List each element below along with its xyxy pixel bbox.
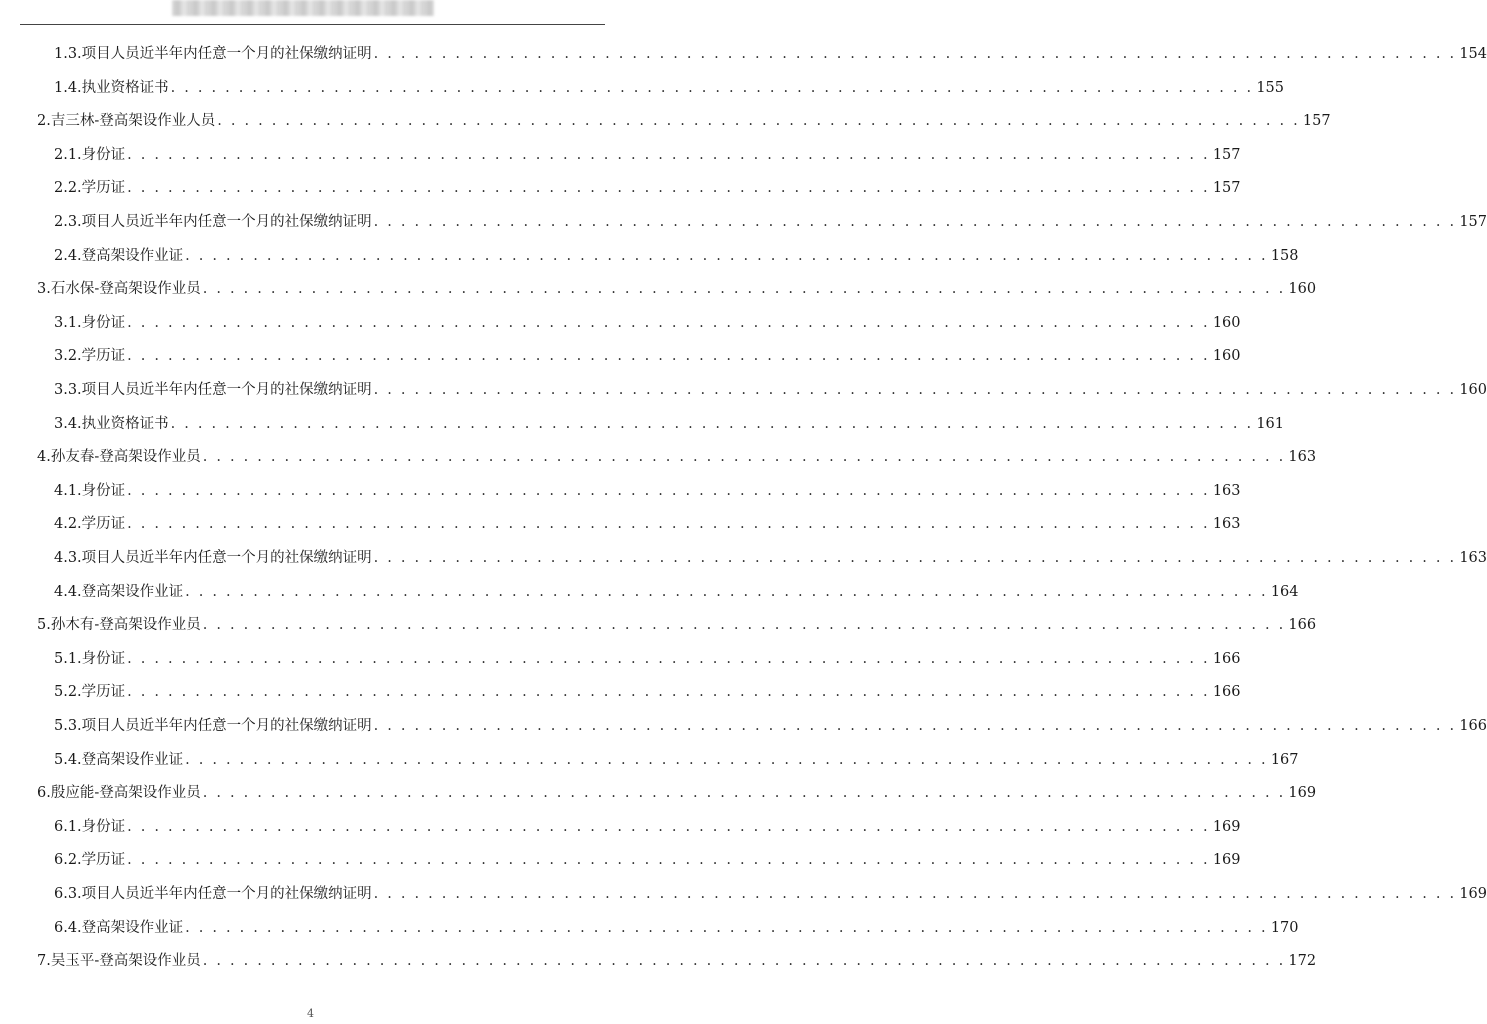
- toc-entry-page-number: 166: [1288, 617, 1317, 634]
- toc-entry-title: 2.3.项目人员近半年内任意一个月的社保缴纳证明: [54, 214, 372, 230]
- toc-dot-leader: . . . . . . . . . . . . . . . . . . . . . . . . . . . . . . . . . . . . . . . . . . . . . . . . . . . . . . . . . . . . . . . . . . . . . . . . . . . . . . . .: [185, 751, 1268, 768]
- toc-entry-title: 3.1.身份证: [54, 314, 126, 331]
- toc-subsection-entry[interactable]: [54, 713, 1487, 739]
- toc-subsection-entry[interactable]: [54, 646, 1241, 672]
- toc-entry-title: 4.3.项目人员近半年内任意一个月的社保缴纳证明: [54, 550, 372, 566]
- toc-entry-title: 2.2.学历证: [54, 180, 126, 197]
- toc-dot-leader: . . . . . . . . . . . . . . . . . . . . . . . . . . . . . . . . . . . . . . . . . . . . . . . . . . . . . . . . . . . . . . . . . . . . . . . . . . . . . . . .: [202, 281, 1286, 298]
- toc-entry-page-number: 164: [1270, 583, 1299, 600]
- toc-dot-leader: . . . . . . . . . . . . . . . . . . . . . . . . . . . . . . . . . . . . . . . . . . . . . . . . . . . . . . . . . . . . . . . . . . . . . . . . . . . . . . . .: [127, 314, 1210, 331]
- toc-subsection-entry[interactable]: [54, 545, 1487, 571]
- toc-entry-title: 5.2.学历证: [54, 684, 126, 701]
- toc-entry-page-number: 163: [1212, 516, 1241, 533]
- toc-entry-page-number: 169: [1288, 785, 1317, 802]
- toc-entry-title: 2.4.登高架设作业证: [54, 247, 184, 264]
- toc-entry-title: 3.石水保-登高架设作业员: [37, 281, 201, 298]
- toc-entry-title: 2.1.身份证: [54, 146, 126, 163]
- toc-dot-leader: . . . . . . . . . . . . . . . . . . . . . . . . . . . . . . . . . . . . . . . . . . . . . . . . . . . . . . . . . . . . . . . . . . . . . . . . . . . . . . . .: [202, 785, 1286, 802]
- toc-section-entry[interactable]: [37, 444, 1317, 470]
- header-divider: [20, 24, 605, 25]
- toc-subsection-entry[interactable]: [54, 915, 1299, 941]
- toc-subsection-entry[interactable]: [54, 411, 1285, 437]
- toc-dot-leader: . . . . . . . . . . . . . . . . . . . . . . . . . . . . . . . . . . . . . . . . . . . . . . . . . . . . . . . . . . . . . . . . . . . . . . . . . . . . . . . .: [373, 550, 1457, 566]
- toc-subsection-entry[interactable]: [54, 175, 1241, 201]
- toc-entry-page-number: 160: [1212, 314, 1241, 331]
- toc-entry-page-number: 166: [1459, 718, 1487, 734]
- toc-subsection-entry[interactable]: [54, 142, 1241, 168]
- toc-entry-page-number: 169: [1459, 886, 1487, 902]
- toc-subsection-entry[interactable]: [54, 75, 1285, 101]
- toc-dot-leader: . . . . . . . . . . . . . . . . . . . . . . . . . . . . . . . . . . . . . . . . . . . . . . . . . . . . . . . . . . . . . . . . . . . . . . . . . . . . . . . .: [127, 516, 1210, 533]
- toc-dot-leader: . . . . . . . . . . . . . . . . . . . . . . . . . . . . . . . . . . . . . . . . . . . . . . . . . . . . . . . . . . . . . . . . . . . . . . . . . . . . . . . .: [185, 247, 1268, 264]
- toc-entry-page-number: 163: [1288, 449, 1317, 466]
- toc-entry-page-number: 170: [1270, 919, 1299, 936]
- toc-entry-page-number: 155: [1256, 79, 1285, 96]
- toc-entry-title: 4.孙友春-登高架设作业员: [37, 449, 201, 466]
- toc-dot-leader: . . . . . . . . . . . . . . . . . . . . . . . . . . . . . . . . . . . . . . . . . . . . . . . . . . . . . . . . . . . . . . . . . . . . . . . . . . . . . . . .: [127, 482, 1210, 499]
- toc-subsection-entry[interactable]: [54, 511, 1241, 537]
- toc-entry-title: 2.吉三林-登高架设作业人员: [37, 113, 216, 130]
- toc-subsection-entry[interactable]: [54, 478, 1241, 504]
- toc-dot-leader: . . . . . . . . . . . . . . . . . . . . . . . . . . . . . . . . . . . . . . . . . . . . . . . . . . . . . . . . . . . . . . . . . . . . . . . . . . . . . . . .: [202, 449, 1286, 466]
- toc-entry-page-number: 163: [1212, 482, 1241, 499]
- toc-entry-page-number: 163: [1459, 550, 1487, 566]
- toc-dot-leader: . . . . . . . . . . . . . . . . . . . . . . . . . . . . . . . . . . . . . . . . . . . . . . . . . . . . . . . . . . . . . . . . . . . . . . . . . . . . . . . .: [217, 113, 1300, 130]
- toc-entry-page-number: 154: [1459, 46, 1487, 62]
- toc-subsection-entry[interactable]: [54, 881, 1487, 907]
- toc-dot-leader: . . . . . . . . . . . . . . . . . . . . . . . . . . . . . . . . . . . . . . . . . . . . . . . . . . . . . . . . . . . . . . . . . . . . . . . . . . . . . . . .: [373, 46, 1457, 62]
- toc-entry-title: 3.4.执业资格证书: [54, 415, 169, 432]
- toc-entry-title: 5.孙木有-登高架设作业员: [37, 617, 201, 634]
- toc-dot-leader: . . . . . . . . . . . . . . . . . . . . . . . . . . . . . . . . . . . . . . . . . . . . . . . . . . . . . . . . . . . . . . . . . . . . . . . . . . . . . . . .: [127, 180, 1210, 197]
- toc-dot-leader: . . . . . . . . . . . . . . . . . . . . . . . . . . . . . . . . . . . . . . . . . . . . . . . . . . . . . . . . . . . . . . . . . . . . . . . . . . . . . . . .: [127, 348, 1210, 365]
- redacted-header-text: [172, 0, 434, 16]
- toc-entry-title: 5.3.项目人员近半年内任意一个月的社保缴纳证明: [54, 718, 372, 734]
- toc-entry-title: 6.4.登高架设作业证: [54, 919, 184, 936]
- toc-dot-leader: . . . . . . . . . . . . . . . . . . . . . . . . . . . . . . . . . . . . . . . . . . . . . . . . . . . . . . . . . . . . . . . . . . . . . . . . . . . . . . . .: [373, 382, 1457, 398]
- toc-dot-leader: . . . . . . . . . . . . . . . . . . . . . . . . . . . . . . . . . . . . . . . . . . . . . . . . . . . . . . . . . . . . . . . . . . . . . . . . . . . . . . . .: [127, 852, 1210, 869]
- toc-subsection-entry[interactable]: [54, 310, 1241, 336]
- toc-entry-page-number: 169: [1212, 852, 1241, 869]
- toc-section-entry[interactable]: [37, 276, 1317, 302]
- toc-entry-title: 1.4.执业资格证书: [54, 79, 169, 96]
- toc-entry-title: 5.1.身份证: [54, 650, 126, 667]
- toc-entry-title: 4.4.登高架设作业证: [54, 583, 184, 600]
- toc-subsection-entry[interactable]: [54, 41, 1487, 67]
- page-number: 4: [307, 1007, 314, 1020]
- toc-dot-leader: . . . . . . . . . . . . . . . . . . . . . . . . . . . . . . . . . . . . . . . . . . . . . . . . . . . . . . . . . . . . . . . . . . . . . . . . . . . . . . . .: [373, 886, 1457, 902]
- toc-dot-leader: . . . . . . . . . . . . . . . . . . . . . . . . . . . . . . . . . . . . . . . . . . . . . . . . . . . . . . . . . . . . . . . . . . . . . . . . . . . . . . . .: [127, 818, 1210, 835]
- toc-subsection-entry[interactable]: [54, 209, 1487, 235]
- toc-subsection-entry[interactable]: [54, 579, 1299, 605]
- toc-entry-title: 6.2.学历证: [54, 852, 126, 869]
- toc-entry-page-number: 158: [1270, 247, 1299, 264]
- toc-subsection-entry[interactable]: [54, 243, 1299, 269]
- toc-subsection-entry[interactable]: [54, 679, 1241, 705]
- toc-dot-leader: . . . . . . . . . . . . . . . . . . . . . . . . . . . . . . . . . . . . . . . . . . . . . . . . . . . . . . . . . . . . . . . . . . . . . . . . . . . . . . . .: [373, 214, 1457, 230]
- toc-entry-title: 3.3.项目人员近半年内任意一个月的社保缴纳证明: [54, 382, 372, 398]
- toc-dot-leader: . . . . . . . . . . . . . . . . . . . . . . . . . . . . . . . . . . . . . . . . . . . . . . . . . . . . . . . . . . . . . . . . . . . . . . . . . . . . . . . .: [127, 684, 1210, 701]
- toc-entry-page-number: 161: [1256, 415, 1285, 432]
- toc-dot-leader: . . . . . . . . . . . . . . . . . . . . . . . . . . . . . . . . . . . . . . . . . . . . . . . . . . . . . . . . . . . . . . . . . . . . . . . . . . . . . . . .: [185, 583, 1268, 600]
- toc-entry-title: 6.3.项目人员近半年内任意一个月的社保缴纳证明: [54, 886, 372, 902]
- toc-subsection-entry[interactable]: [54, 847, 1241, 873]
- toc-entry-title: 6.殷应能-登高架设作业员: [37, 785, 201, 802]
- toc-section-entry[interactable]: [37, 108, 1331, 134]
- toc-dot-leader: . . . . . . . . . . . . . . . . . . . . . . . . . . . . . . . . . . . . . . . . . . . . . . . . . . . . . . . . . . . . . . . . . . . . . . . . . . . . . . . .: [127, 650, 1210, 667]
- toc-subsection-entry[interactable]: [54, 747, 1299, 773]
- toc-entry-page-number: 172: [1288, 953, 1317, 970]
- toc-entry-title: 3.2.学历证: [54, 348, 126, 365]
- toc-entry-page-number: 160: [1459, 382, 1487, 398]
- toc-dot-leader: . . . . . . . . . . . . . . . . . . . . . . . . . . . . . . . . . . . . . . . . . . . . . . . . . . . . . . . . . . . . . . . . . . . . . . . . . . . . . . . .: [127, 146, 1210, 163]
- toc-dot-leader: . . . . . . . . . . . . . . . . . . . . . . . . . . . . . . . . . . . . . . . . . . . . . . . . . . . . . . . . . . . . . . . . . . . . . . . . . . . . . . . .: [170, 415, 1254, 432]
- toc-dot-leader: . . . . . . . . . . . . . . . . . . . . . . . . . . . . . . . . . . . . . . . . . . . . . . . . . . . . . . . . . . . . . . . . . . . . . . . . . . . . . . . .: [170, 79, 1254, 96]
- toc-dot-leader: . . . . . . . . . . . . . . . . . . . . . . . . . . . . . . . . . . . . . . . . . . . . . . . . . . . . . . . . . . . . . . . . . . . . . . . . . . . . . . . .: [185, 919, 1268, 936]
- toc-entry-page-number: 160: [1288, 281, 1317, 298]
- toc-subsection-entry[interactable]: [54, 814, 1241, 840]
- toc-section-entry[interactable]: [37, 948, 1317, 974]
- toc-section-entry[interactable]: [37, 612, 1317, 638]
- toc-entry-title: 5.4.登高架设作业证: [54, 751, 184, 768]
- toc-dot-leader: . . . . . . . . . . . . . . . . . . . . . . . . . . . . . . . . . . . . . . . . . . . . . . . . . . . . . . . . . . . . . . . . . . . . . . . . . . . . . . . .: [202, 953, 1286, 970]
- toc-entry-page-number: 166: [1212, 684, 1241, 701]
- toc-entry-title: 7.吴玉平-登高架设作业员: [37, 953, 201, 970]
- toc-entry-page-number: 166: [1212, 650, 1241, 667]
- toc-entry-title: 4.1.身份证: [54, 482, 126, 499]
- toc-dot-leader: . . . . . . . . . . . . . . . . . . . . . . . . . . . . . . . . . . . . . . . . . . . . . . . . . . . . . . . . . . . . . . . . . . . . . . . . . . . . . . . .: [373, 718, 1457, 734]
- toc-subsection-entry[interactable]: [54, 377, 1487, 403]
- toc-entry-title: 4.2.学历证: [54, 516, 126, 533]
- toc-subsection-entry[interactable]: [54, 343, 1241, 369]
- toc-entry-page-number: 157: [1212, 146, 1241, 163]
- toc-entry-page-number: 169: [1212, 818, 1241, 835]
- toc-entry-page-number: 160: [1212, 348, 1241, 365]
- toc-dot-leader: . . . . . . . . . . . . . . . . . . . . . . . . . . . . . . . . . . . . . . . . . . . . . . . . . . . . . . . . . . . . . . . . . . . . . . . . . . . . . . . .: [202, 617, 1286, 634]
- toc-entry-title: 1.3.项目人员近半年内任意一个月的社保缴纳证明: [54, 46, 372, 62]
- toc-entry-page-number: 167: [1270, 751, 1299, 768]
- toc-section-entry[interactable]: [37, 780, 1317, 806]
- toc-entry-page-number: 157: [1302, 113, 1331, 130]
- toc-entry-page-number: 157: [1212, 180, 1241, 197]
- toc-entry-page-number: 157: [1459, 214, 1487, 230]
- toc-entry-title: 6.1.身份证: [54, 818, 126, 835]
